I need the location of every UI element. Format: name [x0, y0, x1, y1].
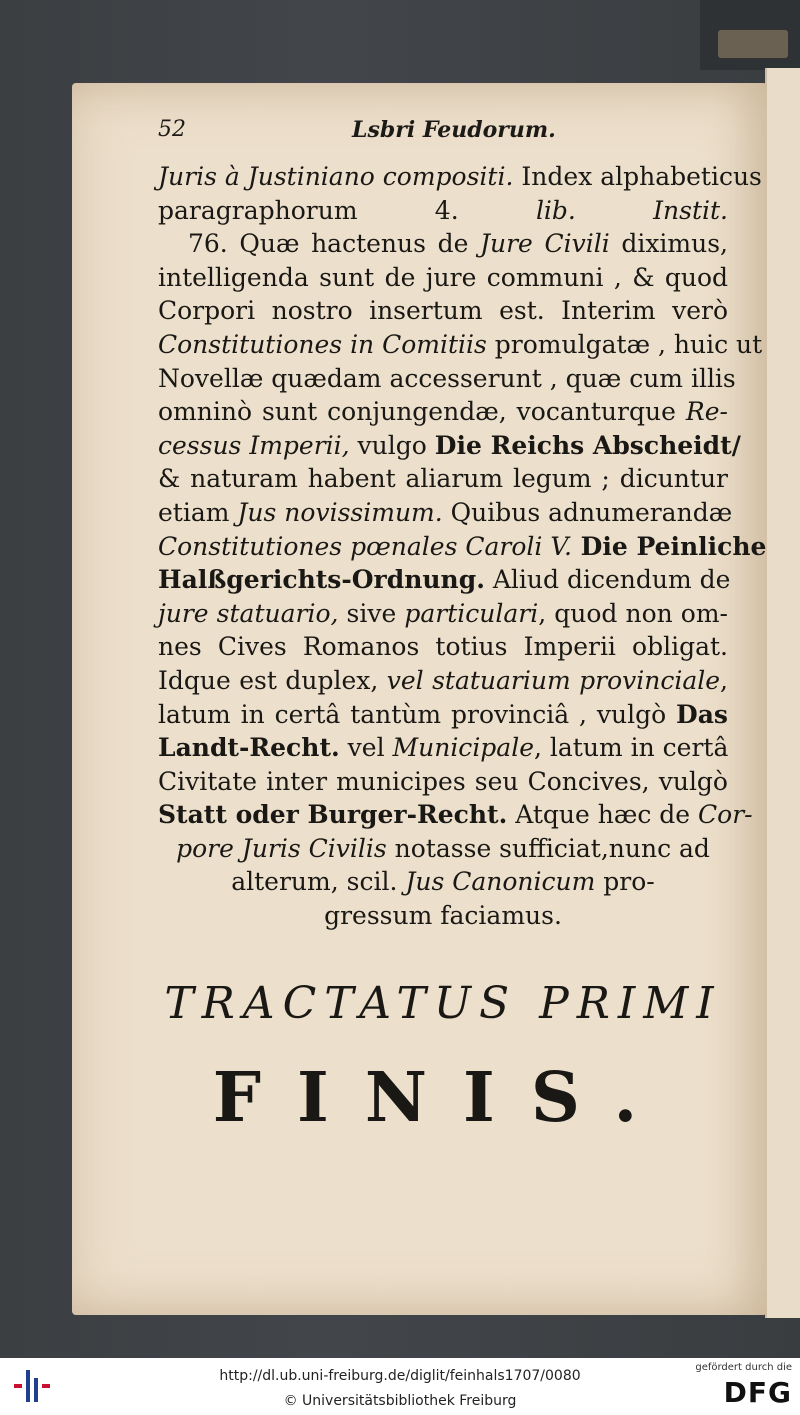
- roman-text: diximus,: [609, 229, 728, 259]
- finis-heading: FINIS.: [212, 1058, 674, 1138]
- dfg-logo: DFG: [723, 1376, 792, 1409]
- book-edge: [700, 0, 800, 70]
- text-line: [158, 899, 728, 933]
- roman-text: Quibus adnumerandæ: [442, 497, 733, 527]
- body-text: [158, 160, 767, 933]
- roman-text: Index alphabeticus: [513, 162, 762, 191]
- text-line: [158, 765, 728, 799]
- text-line: [158, 496, 733, 530]
- roman-text: vulgo: [349, 430, 435, 460]
- italic-text: Jus Canonicum: [405, 867, 596, 897]
- running-head: Lsbri Feudorum.: [352, 117, 556, 143]
- roman-text: promulgatæ , huic ut: [486, 329, 763, 359]
- roman-text: Corpori nostro insertum est. Interim verò: [158, 296, 728, 326]
- roman-text: & naturam habent aliarum legum ; dicuntur: [158, 464, 728, 494]
- text-line: [158, 362, 736, 396]
- roman-text: Aliud dicendum de: [484, 565, 731, 595]
- text-line: [158, 630, 728, 664]
- text-line: [158, 395, 728, 429]
- roman-text: , latum in certâ: [534, 733, 729, 763]
- text-line: [158, 597, 728, 631]
- italic-text: vel statuarium provinciale: [386, 665, 721, 695]
- roman-text: pro-: [595, 867, 655, 897]
- text-line: [158, 261, 728, 295]
- italic-text: cessus Imperii,: [158, 430, 350, 460]
- roman-text: nes Cives Romanos totius Imperii obligat.: [158, 632, 728, 662]
- italic-text: lib. Instit.: [535, 195, 728, 225]
- roman-text: Civitate inter municipes seu Concives, vulgò: [158, 766, 728, 796]
- roman-text: Novellæ quædam accesserunt , quæ cum illis: [158, 363, 736, 393]
- roman-text: gressum faciamus.: [324, 901, 562, 931]
- funding-note: gefördert durch die: [695, 1362, 792, 1373]
- facing-page-edge: [765, 68, 800, 1318]
- fraktur-text: Die Reichs Abscheidt/: [434, 430, 741, 460]
- roman-text: etiam: [158, 497, 238, 527]
- fraktur-text: Statt oder Burger-Recht.: [158, 800, 508, 830]
- roman-text: Atque hæc de: [507, 800, 699, 830]
- italic-text: Constitutiones pœnales Caroli V.: [158, 531, 572, 561]
- document-url[interactable]: http://dl.ub.uni-freiburg.de/diglit/feinhals1707/0080: [219, 1368, 581, 1384]
- italic-text: Municipale: [392, 733, 535, 763]
- text-line: [158, 160, 762, 194]
- roman-text: alterum, scil.: [231, 867, 406, 897]
- fraktur-text: Die Peinliche: [571, 531, 767, 561]
- roman-text: , quod non om-: [538, 598, 729, 628]
- fraktur-text: Das: [676, 699, 728, 729]
- roman-text: Idque est duplex,: [158, 665, 387, 695]
- text-line: [158, 698, 728, 732]
- roman-text: ,: [720, 665, 728, 695]
- roman-text: 76. Quæ hactenus de: [188, 229, 480, 259]
- fraktur-text: Landt-Recht.: [158, 733, 340, 763]
- roman-text: notasse sufficiat,nunc ad: [386, 833, 710, 863]
- roman-text: intelligenda sunt de jure communi , & quod: [158, 262, 728, 292]
- italic-text: pore Juris Civilis: [176, 833, 387, 863]
- text-line: [158, 832, 728, 866]
- italic-text: Jure Civili: [479, 229, 610, 259]
- text-line: [158, 328, 763, 362]
- copyright-notice: © Universitätsbibliothek Freiburg: [283, 1393, 517, 1409]
- text-line: [158, 664, 728, 698]
- roman-text: paragraphorum 4.: [158, 195, 536, 225]
- viewer-footer: [0, 1358, 800, 1415]
- text-line: [158, 227, 728, 261]
- text-line: [158, 294, 728, 328]
- italic-text: Re-: [685, 397, 728, 427]
- page-header: [158, 117, 728, 153]
- text-line: [158, 798, 753, 832]
- roman-text: latum in certâ tantùm provinciâ , vulgò: [158, 699, 677, 729]
- italic-text: Constitutiones in Comitiis: [158, 329, 487, 359]
- roman-text: vel: [339, 733, 393, 763]
- binding-strip: [718, 30, 788, 58]
- roman-text: omninò sunt conjungendæ, vocanturque: [158, 397, 686, 427]
- text-line: [158, 731, 728, 765]
- italic-text: jure statuario,: [158, 598, 339, 628]
- text-line: [158, 194, 728, 228]
- text-line: [158, 462, 728, 496]
- italic-text: particulari: [404, 598, 539, 628]
- text-line: [158, 865, 728, 899]
- text-line: [158, 429, 741, 463]
- italic-text: Jus novissimum.: [237, 497, 443, 527]
- fraktur-text: Halßgerichts-Ordnung.: [158, 565, 485, 595]
- tractatus-heading: TRACTATUS PRIMI: [164, 978, 722, 1029]
- text-line: [158, 563, 731, 597]
- roman-text: sive: [338, 598, 405, 628]
- page-number: 52: [158, 117, 186, 142]
- text-line: [158, 530, 767, 564]
- italic-text: Cor-: [698, 800, 753, 830]
- italic-text: Juris à Justiniano compositi.: [158, 162, 514, 191]
